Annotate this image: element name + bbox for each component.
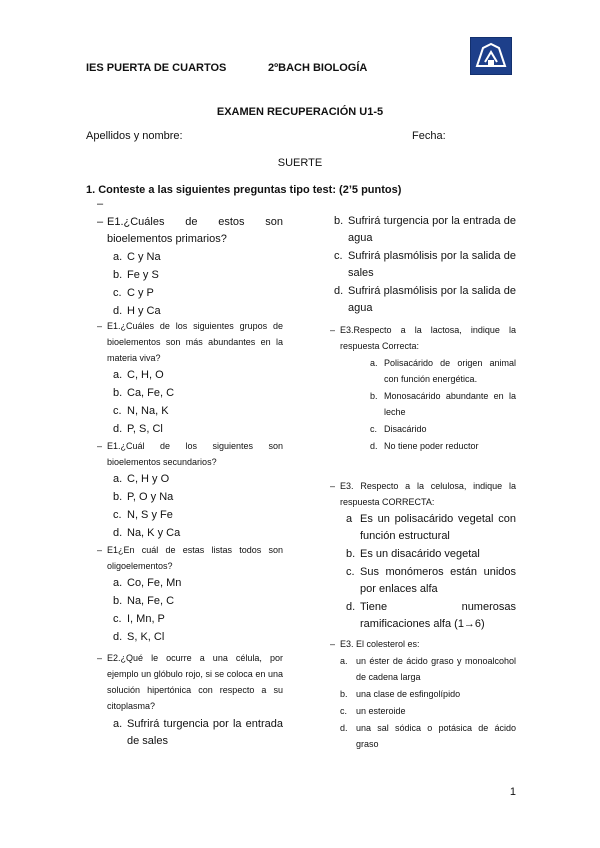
question-7: [330, 478, 516, 633]
option-letter: a.: [113, 718, 123, 730]
bullet-dash: –: [97, 545, 103, 555]
option-list: [340, 511, 516, 633]
option-text: P, O y Na: [127, 491, 174, 503]
option-text: Sufrirá plasmólisis por la salida de sales: [348, 250, 516, 279]
option-item[interactable]: [340, 546, 516, 563]
option-item[interactable]: [107, 489, 283, 506]
option-item[interactable]: [364, 355, 516, 387]
bullet-dash: –: [97, 653, 103, 663]
option-letter: a.: [113, 473, 123, 485]
option-letter: b.: [340, 689, 348, 699]
school-name: IES PUERTA DE CUARTOS: [86, 62, 227, 74]
option-text: Sufrirá plasmólisis por la salida de agua: [348, 285, 516, 314]
option-item[interactable]: [328, 213, 516, 247]
question-2: [97, 318, 283, 438]
school-logo: [470, 37, 512, 75]
question-4: [97, 542, 283, 646]
bullet-dash: –: [97, 198, 104, 210]
option-item[interactable]: [340, 653, 516, 685]
option-text: P, S, Cl: [127, 423, 163, 435]
name-label: Apellidos y nombre:: [86, 130, 183, 142]
logo-emblem-icon: [471, 38, 511, 74]
option-text: Es un disacárido vegetal: [360, 548, 480, 560]
question-5-continued: [328, 212, 516, 317]
question-3: [97, 438, 283, 542]
question-text: E3.Respecto a la lactosa, indique la respuesta Correcta:: [340, 325, 516, 351]
option-letter: a.: [370, 358, 378, 368]
option-text: C y P: [127, 287, 154, 299]
option-list: [107, 716, 283, 750]
option-text: Polisacárido de origen animal con función energética.: [384, 358, 516, 384]
question-text: E2.¿Qué le ocurre a una célula, por ejemplo un glóbulo rojo, si se coloca en una solución hipertónica con respecto a su citoplasma?: [107, 653, 283, 711]
option-letter: a.: [113, 251, 123, 263]
option-item[interactable]: [107, 285, 283, 302]
option-item[interactable]: [107, 575, 283, 592]
date-label: Fecha:: [412, 130, 446, 142]
option-text: un esteroide: [356, 706, 406, 716]
option-letter: b.: [113, 491, 123, 503]
option-text: Co, Fe, Mn: [127, 577, 182, 589]
option-text: Sufrirá turgencia por la entrada de sales: [127, 718, 283, 747]
option-letter: b.: [370, 391, 378, 401]
option-text: No tiene poder reductor: [384, 441, 479, 451]
question-6: [330, 322, 516, 454]
option-item[interactable]: [107, 593, 283, 610]
option-item[interactable]: [107, 471, 283, 488]
good-luck-text: SUERTE: [277, 157, 323, 169]
option-item[interactable]: [107, 421, 283, 438]
option-item[interactable]: [364, 421, 516, 437]
question-text: E3. El colesterol es:: [340, 639, 420, 649]
option-text: C, H y O: [127, 473, 170, 485]
option-letter: d.: [113, 305, 123, 317]
option-item[interactable]: [340, 564, 516, 598]
option-letter: a.: [340, 656, 348, 666]
question-5: [97, 650, 283, 750]
option-letter: d.: [113, 423, 123, 435]
page-number: 1: [509, 786, 516, 798]
option-text: N, Na, K: [127, 405, 169, 417]
option-item[interactable]: [340, 703, 516, 719]
bullet-dash: –: [330, 639, 336, 649]
option-item[interactable]: [107, 403, 283, 420]
option-letter: d.: [113, 527, 123, 539]
option-letter: b.: [113, 269, 123, 281]
option-text: H y Ca: [127, 305, 161, 317]
option-item[interactable]: [107, 367, 283, 384]
option-text: C, H, O: [127, 369, 164, 381]
option-item[interactable]: [107, 716, 283, 750]
option-list: [328, 213, 516, 317]
option-letter: c.: [113, 613, 122, 625]
option-item[interactable]: [340, 511, 516, 545]
option-letter: c.: [370, 424, 378, 434]
question-text: E3. Respecto a la celulosa, indique la respuesta CORRECTA:: [340, 481, 516, 507]
option-letter: b.: [334, 215, 344, 227]
option-text: Disacárido: [384, 424, 427, 434]
option-text: Tiene numerosas ramificaciones alfa (1→6): [360, 601, 516, 630]
section-heading: 1. Conteste a las siguientes preguntas tipo test: (2’5 puntos): [86, 184, 402, 196]
option-list: [107, 249, 283, 320]
option-item[interactable]: [364, 438, 516, 454]
option-text: Ca, Fe, C: [127, 387, 175, 399]
option-item[interactable]: [328, 283, 516, 317]
option-item[interactable]: [107, 507, 283, 524]
bullet-dash: –: [330, 325, 336, 335]
option-letter: c.: [113, 405, 122, 417]
option-letter: c.: [340, 706, 348, 716]
exam-title: EXAMEN RECUPERACIÓN U1-5: [216, 106, 384, 118]
question-8: [330, 636, 516, 752]
option-text: Na, Fe, C: [127, 595, 175, 607]
option-text: C y Na: [127, 251, 161, 263]
option-text: Sufrirá turgencia por la entrada de agua: [348, 215, 516, 244]
option-text: Fe y S: [127, 269, 159, 281]
option-text: un éster de ácido graso y monoalcohol de cadena larga: [356, 656, 516, 682]
option-item[interactable]: [107, 525, 283, 542]
option-item[interactable]: [107, 611, 283, 628]
option-text: Na, K y Ca: [127, 527, 181, 539]
question-text: E1¿En cuál de estas listas todos son oligoelementos?: [107, 545, 283, 571]
bullet-dash: –: [97, 321, 103, 331]
option-text: Monosacárido abundante en la leche: [384, 391, 516, 417]
option-letter: d.: [340, 723, 348, 733]
option-letter: a: [346, 513, 353, 525]
option-letter: d.: [334, 285, 344, 297]
option-letter: a.: [113, 577, 123, 589]
option-item[interactable]: [328, 248, 516, 282]
bullet-dash: –: [97, 216, 104, 228]
option-text: Es un polisacárido vegetal con función estructural: [360, 513, 516, 542]
option-list: [340, 653, 516, 752]
option-list: [107, 575, 283, 646]
option-text: una clase de esfingolípido: [356, 689, 461, 699]
option-item[interactable]: [340, 720, 516, 752]
option-letter: d.: [346, 601, 356, 613]
question-text: E1.¿Cuál de los siguientes son bioelementos secundarios?: [107, 441, 283, 467]
question-text: E1.¿Cuáles de estos son bioelementos primarios?: [107, 216, 283, 245]
option-item[interactable]: [107, 249, 283, 266]
option-text: N, S y Fe: [127, 509, 173, 521]
option-letter: c.: [334, 250, 343, 262]
bullet-dash: –: [330, 481, 336, 491]
option-list: [107, 367, 283, 438]
option-list: [107, 471, 283, 542]
option-letter: b.: [113, 387, 123, 399]
bullet-dash: –: [97, 441, 103, 451]
option-text: Sus monómeros están unidos por enlaces alfa: [360, 566, 516, 595]
option-letter: d.: [370, 441, 378, 451]
question-text: E1.¿Cuáles de los siguientes grupos de bioelementos son más abundantes en la materia viva?: [107, 321, 283, 363]
option-item[interactable]: [107, 629, 283, 646]
option-letter: a.: [113, 369, 123, 381]
option-text: I, Mn, P: [127, 613, 165, 625]
option-letter: c.: [113, 509, 122, 521]
option-letter: b.: [113, 595, 123, 607]
option-letter: d.: [113, 631, 123, 643]
course-name: 2ºBACH BIOLOGÍA: [268, 62, 368, 74]
option-item[interactable]: [340, 686, 516, 702]
option-letter: c.: [346, 566, 355, 578]
option-letter: b.: [346, 548, 356, 560]
option-item[interactable]: [107, 385, 283, 402]
option-item[interactable]: [340, 599, 516, 633]
option-item[interactable]: [364, 388, 516, 420]
option-list: [364, 355, 516, 454]
option-text: S, K, Cl: [127, 631, 165, 643]
question-1: [97, 214, 283, 320]
option-item[interactable]: [107, 267, 283, 284]
option-letter: c.: [113, 287, 122, 299]
option-text: una sal sódica o potásica de ácido graso: [356, 723, 516, 749]
